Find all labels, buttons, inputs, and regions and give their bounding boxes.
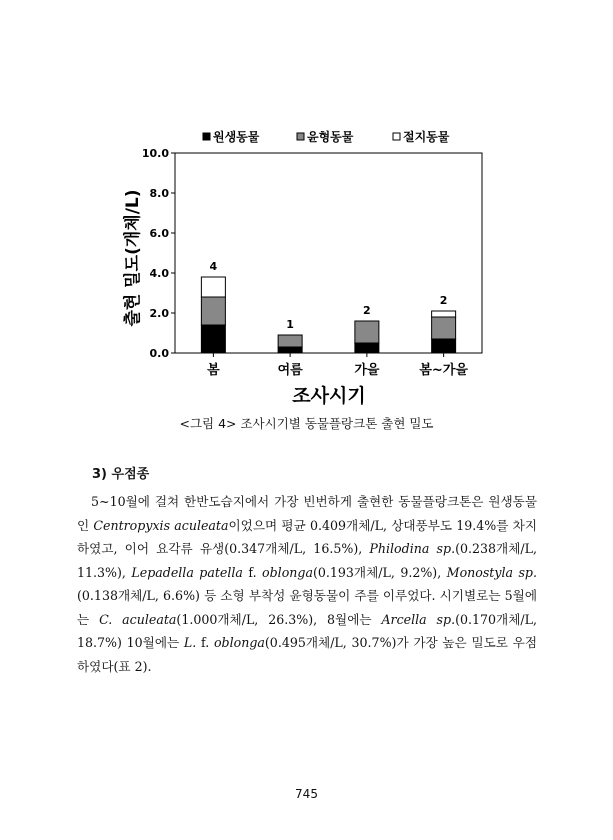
data-label: 1	[286, 318, 294, 331]
y-tick-label: 6.0	[149, 227, 169, 240]
paragraph-text: (0.238개체/L, 11.3%),	[77, 541, 537, 580]
bar-segment	[278, 347, 302, 353]
y-axis-label: 출현 밀도(개체/L)	[123, 189, 143, 327]
y-tick-label: 10.0	[141, 147, 169, 160]
legend-label: 윤형동물	[307, 130, 354, 144]
figure-caption: <그림 4> 조사시기별 동물플랑크톤 출현 밀도	[179, 416, 434, 431]
x-tick-label: 여름	[277, 363, 303, 378]
paragraph-text: f.	[196, 635, 214, 650]
paragraph-text: (0.170개체/L, 18.7%) 10월에는	[77, 611, 537, 650]
legend-label: 원생동물	[213, 130, 260, 144]
paragraph-text: (0.495개체/L, 30.7%)가 가장 높은 밀도로 우점하였다(표 2).	[77, 635, 538, 674]
chart-axes	[142, 147, 482, 378]
bar-segment	[355, 343, 379, 353]
bar-segment	[432, 311, 456, 317]
species-name: Lepadella patella	[131, 564, 243, 580]
data-label: 2	[439, 294, 448, 307]
data-label: 4	[209, 260, 218, 273]
y-tick-label: 4.0	[149, 267, 169, 280]
section-heading: 3) 우점종	[92, 467, 150, 482]
x-tick-label: 봄	[207, 363, 220, 378]
species-name: L.	[183, 635, 197, 650]
legend-swatch	[203, 133, 210, 140]
x-tick-label: 가을	[354, 363, 380, 378]
paragraph-text: 이었으며 평균 0.409개체/L, 상대풍부도 19.4%를 차지하였고, 이어 요각류 유생(0.347개체/L, 16.5%),	[77, 517, 537, 556]
y-tick-label: 2.0	[149, 307, 169, 320]
bar-segment	[201, 297, 225, 325]
y-tick-label: 8.0	[149, 187, 169, 200]
bar-segment	[355, 321, 379, 343]
paragraph-text: (0.138개체/L, 6.6%) 등 소형 부착성 윤형동물이 주를 이루었다. 시기별로는 5월에는	[77, 588, 537, 627]
body-paragraph	[77, 490, 537, 678]
bar-segment	[432, 339, 456, 353]
species-name: oblonga	[262, 564, 313, 580]
chart-legend	[203, 129, 450, 144]
species-name: C. aculeata	[99, 611, 177, 627]
species-name: Centropyxis aculeata	[93, 517, 229, 533]
paragraph-text: (1.000개체/L, 26.3%), 8월에는	[176, 611, 382, 627]
species-name: Monostyla sp.	[446, 564, 537, 580]
species-name: Philodina sp.	[369, 541, 456, 556]
species-name: Arcella sp.	[381, 611, 456, 627]
legend-swatch	[297, 133, 304, 140]
x-axis-label: 조사시기	[292, 385, 366, 407]
x-tick-label: 봄~가을	[419, 363, 468, 378]
data-label: 2	[363, 304, 371, 317]
paragraph-text: f.	[242, 564, 263, 580]
y-tick-label: 0.0	[149, 347, 169, 360]
legend-swatch	[393, 133, 400, 140]
chart-bars	[201, 260, 455, 353]
page-number: 745	[295, 787, 318, 801]
bar-segment	[201, 325, 225, 353]
paragraph-text: (0.193개체/L, 9.2%),	[312, 564, 447, 580]
bar-segment	[278, 335, 302, 347]
bar-segment	[432, 317, 456, 339]
species-name: oblonga	[213, 635, 265, 650]
bar-segment	[201, 277, 225, 297]
stacked-bar-chart	[0, 0, 613, 410]
paragraph-text: 5~10월에 걸쳐 한반도습지에서 가장 빈번하게 출현한 동물플랑크톤은 원생동물인	[77, 494, 537, 533]
legend-label: 절지동물	[403, 130, 450, 144]
